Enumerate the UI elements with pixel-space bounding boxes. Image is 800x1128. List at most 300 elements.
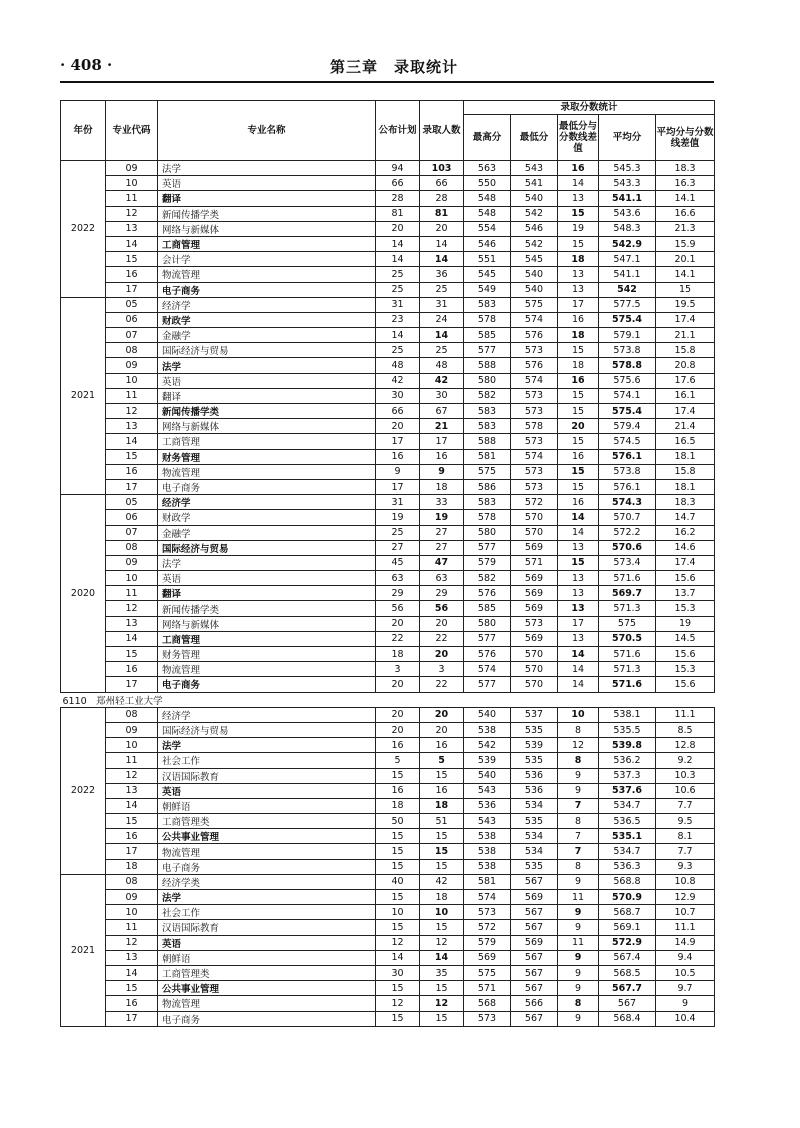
table-row [61,631,715,646]
min-diff-cell: 15 [558,434,599,449]
admitted-cell: 21 [420,419,464,434]
avg-cell: 570.5 [599,631,656,646]
min-diff-cell: 16 [558,495,599,510]
min-diff-cell: 14 [558,510,599,525]
min-diff-cell: 13 [558,191,599,206]
name-cell: 工商管理 [158,434,376,449]
max-cell: 563 [464,161,511,176]
code-cell: 09 [106,890,158,905]
admitted-cell: 20 [420,616,464,631]
min-diff-cell: 12 [558,738,599,753]
plan-cell: 15 [376,859,420,874]
admitted-cell: 25 [420,343,464,358]
min-diff-cell: 15 [558,236,599,251]
admitted-cell: 22 [420,631,464,646]
max-cell: 577 [464,540,511,555]
avg-diff-cell: 10.4 [656,1011,715,1026]
min-diff-cell: 7 [558,829,599,844]
max-cell: 551 [464,252,511,267]
admitted-cell: 16 [420,783,464,798]
avg-cell: 570.9 [599,890,656,905]
min-diff-cell: 13 [558,586,599,601]
avg-cell: 568.7 [599,905,656,920]
name-cell: 财务管理 [158,647,376,662]
name-cell: 网络与新媒体 [158,221,376,236]
admitted-cell: 31 [420,297,464,312]
avg-diff-cell: 16.6 [656,206,715,221]
min-cell: 543 [511,161,558,176]
code-cell: 05 [106,495,158,510]
avg-diff-cell: 16.2 [656,525,715,540]
avg-cell: 571.6 [599,677,656,692]
avg-cell: 543.3 [599,176,656,191]
min-cell: 573 [511,616,558,631]
min-cell: 576 [511,328,558,343]
min-diff-cell: 13 [558,267,599,282]
avg-diff-cell: 20.8 [656,358,715,373]
min-diff-cell: 17 [558,616,599,631]
min-cell: 570 [511,662,558,677]
min-diff-cell: 18 [558,328,599,343]
admitted-cell: 81 [420,206,464,221]
plan-cell: 18 [376,647,420,662]
name-cell: 财务管理 [158,449,376,464]
max-cell: 574 [464,890,511,905]
col-plan: 公布计划 [376,101,420,161]
min-diff-cell: 9 [558,1011,599,1026]
code-cell: 13 [106,616,158,631]
avg-diff-cell: 12.9 [656,890,715,905]
admitted-cell: 20 [420,647,464,662]
plan-cell: 29 [376,586,420,601]
table-row [61,996,715,1011]
table-row [61,814,715,829]
table-row [61,783,715,798]
min-diff-cell: 14 [558,525,599,540]
min-diff-cell: 13 [558,282,599,297]
plan-cell: 94 [376,161,420,176]
max-cell: 583 [464,297,511,312]
admitted-cell: 20 [420,722,464,737]
plan-cell: 15 [376,829,420,844]
code-cell: 13 [106,221,158,236]
plan-cell: 27 [376,540,420,555]
avg-diff-cell: 15.6 [656,677,715,692]
max-cell: 582 [464,571,511,586]
col-min-diff: 最低分与分数线差值 [558,115,599,161]
admitted-cell: 42 [420,373,464,388]
table-row [61,525,715,540]
admitted-cell: 14 [420,328,464,343]
table-row [61,388,715,403]
min-diff-cell: 16 [558,312,599,327]
plan-cell: 40 [376,874,420,889]
min-cell: 535 [511,753,558,768]
admitted-cell: 15 [420,844,464,859]
name-cell: 英语 [158,783,376,798]
max-cell: 549 [464,282,511,297]
admitted-cell: 33 [420,495,464,510]
min-diff-cell: 14 [558,677,599,692]
name-cell: 物流管理 [158,662,376,677]
max-cell: 581 [464,874,511,889]
min-diff-cell: 9 [558,920,599,935]
min-cell: 569 [511,540,558,555]
avg-cell: 541.1 [599,191,656,206]
name-cell: 电子商务 [158,282,376,297]
code-cell: 17 [106,479,158,494]
avg-diff-cell: 10.8 [656,874,715,889]
min-diff-cell: 15 [558,206,599,221]
max-cell: 577 [464,677,511,692]
name-cell: 法学 [158,738,376,753]
max-cell: 577 [464,343,511,358]
table-row [61,874,715,889]
code-cell: 08 [106,707,158,722]
min-diff-cell: 15 [558,404,599,419]
code-cell: 09 [106,722,158,737]
admitted-cell: 18 [420,798,464,813]
max-cell: 540 [464,768,511,783]
col-avg-diff: 平均分与分数线差值 [656,115,715,161]
table-row [61,419,715,434]
table-row [61,343,715,358]
name-cell: 法学 [158,555,376,570]
max-cell: 545 [464,267,511,282]
max-cell: 585 [464,601,511,616]
min-cell: 569 [511,586,558,601]
name-cell: 新闻传播学类 [158,404,376,419]
name-cell: 网络与新媒体 [158,419,376,434]
min-cell: 545 [511,252,558,267]
table-row [61,555,715,570]
admitted-cell: 14 [420,252,464,267]
code-cell: 12 [106,601,158,616]
max-cell: 538 [464,844,511,859]
avg-cell: 571.3 [599,601,656,616]
min-diff-cell: 11 [558,890,599,905]
plan-cell: 3 [376,662,420,677]
min-cell: 534 [511,798,558,813]
code-cell: 15 [106,981,158,996]
code-cell: 07 [106,328,158,343]
code-cell: 14 [106,434,158,449]
avg-cell: 547.1 [599,252,656,267]
avg-diff-cell: 17.4 [656,555,715,570]
admitted-cell: 67 [420,404,464,419]
name-cell: 汉语国际教育 [158,768,376,783]
code-cell: 12 [106,404,158,419]
admitted-cell: 27 [420,525,464,540]
avg-cell: 537.6 [599,783,656,798]
min-cell: 542 [511,236,558,251]
min-cell: 569 [511,601,558,616]
admitted-cell: 48 [420,358,464,373]
admitted-cell: 30 [420,388,464,403]
avg-diff-cell: 13.7 [656,586,715,601]
max-cell: 543 [464,783,511,798]
avg-diff-cell: 15.3 [656,601,715,616]
avg-diff-cell: 14.1 [656,267,715,282]
min-diff-cell: 9 [558,905,599,920]
name-cell: 新闻传播学类 [158,206,376,221]
table-row [61,753,715,768]
avg-diff-cell: 15.9 [656,236,715,251]
code-cell: 17 [106,677,158,692]
plan-cell: 20 [376,677,420,692]
code-cell: 14 [106,236,158,251]
avg-cell: 537.3 [599,768,656,783]
avg-cell: 573.4 [599,555,656,570]
code-cell: 10 [106,738,158,753]
code-cell: 10 [106,905,158,920]
max-cell: 583 [464,495,511,510]
avg-cell: 576.1 [599,479,656,494]
page-number: · 408 · [60,56,113,74]
name-cell: 朝鲜语 [158,950,376,965]
min-diff-cell: 8 [558,814,599,829]
min-cell: 567 [511,1011,558,1026]
min-cell: 540 [511,267,558,282]
min-cell: 534 [511,844,558,859]
max-cell: 550 [464,176,511,191]
max-cell: 576 [464,586,511,601]
name-cell: 经济学类 [158,874,376,889]
code-cell: 10 [106,373,158,388]
table-row [61,282,715,297]
avg-cell: 539.8 [599,738,656,753]
table-row [61,647,715,662]
min-cell: 537 [511,707,558,722]
name-cell: 翻译 [158,388,376,403]
avg-diff-cell: 15.8 [656,343,715,358]
min-cell: 573 [511,404,558,419]
plan-cell: 66 [376,176,420,191]
table-row [61,510,715,525]
avg-cell: 542.9 [599,236,656,251]
avg-diff-cell: 18.3 [656,495,715,510]
name-cell: 电子商务 [158,677,376,692]
avg-cell: 575 [599,616,656,631]
avg-diff-cell: 17.4 [656,312,715,327]
name-cell: 社会工作 [158,905,376,920]
code-cell: 17 [106,282,158,297]
min-cell: 573 [511,388,558,403]
code-cell: 16 [106,464,158,479]
avg-cell: 568.8 [599,874,656,889]
avg-cell: 575.4 [599,312,656,327]
plan-cell: 30 [376,388,420,403]
max-cell: 579 [464,935,511,950]
avg-diff-cell: 18.1 [656,449,715,464]
min-cell: 569 [511,935,558,950]
admitted-cell: 18 [420,479,464,494]
max-cell: 580 [464,616,511,631]
max-cell: 539 [464,753,511,768]
code-cell: 12 [106,768,158,783]
col-avg: 平均分 [599,115,656,161]
min-diff-cell: 11 [558,935,599,950]
max-cell: 574 [464,662,511,677]
min-cell: 567 [511,920,558,935]
table-row [61,404,715,419]
header-rule [60,81,714,83]
avg-cell: 572.9 [599,935,656,950]
max-cell: 571 [464,981,511,996]
plan-cell: 12 [376,935,420,950]
code-cell: 16 [106,829,158,844]
table-row [61,829,715,844]
min-diff-cell: 13 [558,631,599,646]
avg-cell: 542 [599,282,656,297]
min-cell: 574 [511,312,558,327]
min-diff-cell: 19 [558,221,599,236]
admitted-cell: 66 [420,176,464,191]
code-cell: 09 [106,161,158,176]
avg-diff-cell: 11.1 [656,707,715,722]
admitted-cell: 15 [420,1011,464,1026]
max-cell: 580 [464,525,511,540]
avg-diff-cell: 10.7 [656,905,715,920]
name-cell: 法学 [158,358,376,373]
avg-cell: 548.3 [599,221,656,236]
avg-diff-cell: 19 [656,616,715,631]
avg-diff-cell: 17.6 [656,373,715,388]
name-cell: 新闻传播学类 [158,601,376,616]
admitted-cell: 27 [420,540,464,555]
admitted-cell: 16 [420,738,464,753]
table-row [61,890,715,905]
name-cell: 财政学 [158,312,376,327]
admitted-cell: 14 [420,236,464,251]
plan-cell: 20 [376,419,420,434]
university-row [61,692,715,707]
plan-cell: 48 [376,358,420,373]
table-row [61,297,715,312]
name-cell: 工商管理 [158,631,376,646]
code-cell: 10 [106,571,158,586]
avg-diff-cell: 9 [656,996,715,1011]
min-cell: 572 [511,495,558,510]
plan-cell: 16 [376,449,420,464]
avg-diff-cell: 9.3 [656,859,715,874]
min-cell: 546 [511,221,558,236]
name-cell: 工商管理类 [158,814,376,829]
avg-cell: 572.2 [599,525,656,540]
table-row [61,479,715,494]
admitted-cell: 28 [420,191,464,206]
avg-cell: 574.3 [599,495,656,510]
avg-diff-cell: 21.4 [656,419,715,434]
max-cell: 538 [464,829,511,844]
avg-cell: 575.4 [599,404,656,419]
min-cell: 535 [511,814,558,829]
min-cell: 571 [511,555,558,570]
col-code: 专业代码 [106,101,158,161]
avg-cell: 567 [599,996,656,1011]
admitted-cell: 12 [420,935,464,950]
plan-cell: 15 [376,844,420,859]
min-diff-cell: 15 [558,479,599,494]
plan-cell: 15 [376,1011,420,1026]
code-cell: 08 [106,874,158,889]
max-cell: 577 [464,631,511,646]
max-cell: 585 [464,328,511,343]
admitted-cell: 29 [420,586,464,601]
plan-cell: 19 [376,510,420,525]
min-diff-cell: 8 [558,859,599,874]
name-cell: 金融学 [158,328,376,343]
min-cell: 535 [511,859,558,874]
code-cell: 18 [106,859,158,874]
avg-diff-cell: 14.7 [656,510,715,525]
name-cell: 网络与新媒体 [158,616,376,631]
avg-diff-cell: 14.5 [656,631,715,646]
plan-cell: 15 [376,890,420,905]
plan-cell: 56 [376,601,420,616]
avg-cell: 534.7 [599,844,656,859]
max-cell: 554 [464,221,511,236]
min-diff-cell: 7 [558,798,599,813]
min-diff-cell: 16 [558,161,599,176]
max-cell: 543 [464,814,511,829]
admitted-cell: 63 [420,571,464,586]
avg-diff-cell: 14.9 [656,935,715,950]
min-cell: 570 [511,525,558,540]
avg-diff-cell: 15.6 [656,571,715,586]
plan-cell: 20 [376,616,420,631]
max-cell: 588 [464,358,511,373]
plan-cell: 63 [376,571,420,586]
min-diff-cell: 13 [558,601,599,616]
name-cell: 金融学 [158,525,376,540]
min-diff-cell: 16 [558,373,599,388]
avg-diff-cell: 10.3 [656,768,715,783]
table-row [61,662,715,677]
code-cell: 16 [106,996,158,1011]
max-cell: 568 [464,996,511,1011]
table-row [61,798,715,813]
table-row [61,844,715,859]
name-cell: 英语 [158,176,376,191]
table-row [61,722,715,737]
max-cell: 542 [464,738,511,753]
min-diff-cell: 8 [558,996,599,1011]
table-row [61,905,715,920]
table-row [61,434,715,449]
name-cell: 工商管理类 [158,965,376,980]
avg-diff-cell: 16.3 [656,176,715,191]
min-diff-cell: 15 [558,343,599,358]
avg-diff-cell: 7.7 [656,798,715,813]
max-cell: 572 [464,920,511,935]
table-row [61,328,715,343]
avg-diff-cell: 20.1 [656,252,715,267]
name-cell: 社会工作 [158,753,376,768]
max-cell: 578 [464,510,511,525]
table-row [61,252,715,267]
min-cell: 567 [511,905,558,920]
avg-cell: 571.3 [599,662,656,677]
table-row [61,191,715,206]
min-cell: 534 [511,829,558,844]
admitted-cell: 24 [420,312,464,327]
code-cell: 15 [106,449,158,464]
table-row [61,571,715,586]
max-cell: 573 [464,905,511,920]
plan-cell: 25 [376,343,420,358]
admitted-cell: 15 [420,981,464,996]
